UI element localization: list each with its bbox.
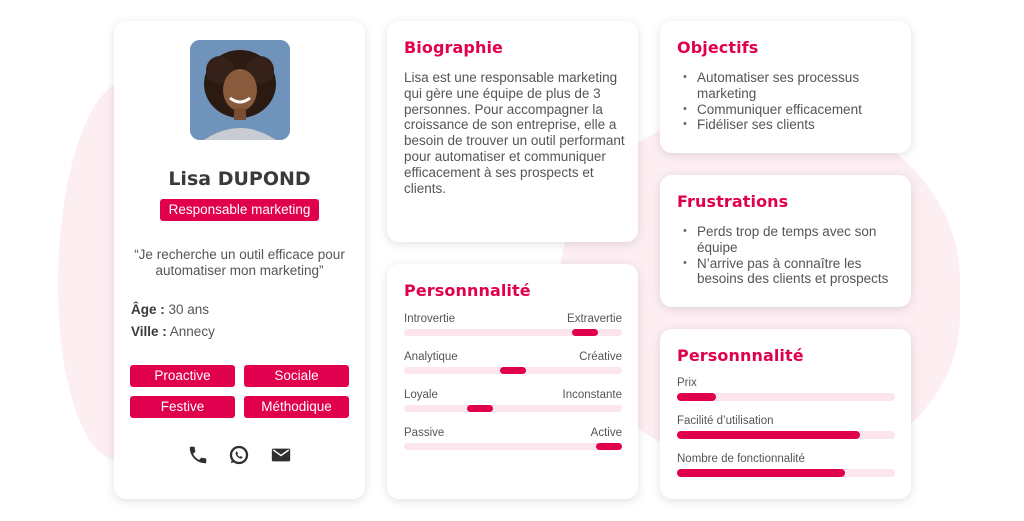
personality-title: Personnnalité [404, 281, 531, 300]
objectives-card [660, 21, 911, 153]
role-badge: Responsable marketing [160, 199, 319, 221]
frustrations-card [660, 175, 911, 307]
age-value: 30 ans [164, 302, 210, 317]
frustrations-list [677, 224, 902, 287]
scale-track [404, 367, 622, 374]
preference-fill [677, 393, 716, 401]
objectives-title: Objectifs [677, 38, 759, 57]
preference-fill [677, 469, 845, 477]
trait-badge-proactive: Proactive [130, 365, 235, 387]
personality-scale [404, 351, 622, 374]
preference-label: Prix [677, 377, 697, 389]
scale-knob [596, 443, 622, 450]
preference-track [677, 393, 895, 401]
scale-labels [404, 351, 622, 363]
preference-track [677, 431, 895, 439]
scale-right-label: Active [590, 427, 622, 439]
age-label: Âge : [131, 302, 165, 317]
preference-track [677, 469, 895, 477]
email-icon[interactable] [270, 444, 292, 466]
preference-bar [677, 415, 895, 439]
scale-right-label: Créative [579, 351, 622, 363]
profile-name: Lisa DUPOND [168, 168, 311, 190]
preference-bar [677, 377, 895, 401]
trait-badge-methodique: Méthodique [244, 396, 349, 418]
preference-label: Facilité d’utilisation [677, 415, 774, 427]
personality-scale [404, 427, 622, 450]
biography-title: Biographie [404, 38, 503, 57]
personality-card [387, 264, 638, 499]
profile-card [114, 21, 365, 499]
scale-knob [500, 367, 526, 374]
avatar-photo [190, 40, 290, 140]
scale-right-label: Inconstante [562, 389, 622, 401]
scale-track [404, 329, 622, 336]
personality-scale [404, 389, 622, 412]
scale-left-label: Introvertie [404, 313, 456, 325]
biography-text: Lisa est une responsable marketing qui gère une équipe de plus de 3 personnes. Pour accompagner la croissance de son entreprise, elle a besoin de trouver un outil performant pour automatiser et communiquer efficacement à ses prospects et clients. [404, 70, 625, 196]
scale-labels [404, 313, 622, 325]
profile-quote: “Je recherche un outil efficace pour automatiser mon marketing” [134, 247, 345, 278]
whatsapp-icon[interactable] [228, 444, 250, 466]
scale-knob [572, 329, 598, 336]
scale-left-label: Passive [404, 427, 445, 439]
personality-scale [404, 313, 622, 336]
preference-label: Nombre de fonctionnalité [677, 453, 805, 465]
city-info [131, 324, 215, 339]
city-value: Annecy [166, 324, 215, 339]
scale-labels [404, 427, 622, 439]
city-label: Ville : [131, 324, 167, 339]
frustration-item: • Perds trop de temps avec son équipe [677, 224, 902, 256]
scale-knob [467, 405, 493, 412]
scale-labels [404, 389, 622, 401]
preferences-card [660, 329, 911, 499]
objectives-list [677, 70, 899, 133]
scale-right-label: Extravertie [567, 313, 622, 325]
trait-badge-festive: Festive [130, 396, 235, 418]
scale-track [404, 443, 622, 450]
trait-badge-sociale: Sociale [244, 365, 349, 387]
scale-left-label: Loyale [404, 389, 438, 401]
avatar [190, 40, 290, 140]
scale-track [404, 405, 622, 412]
preferences-title: Personnnalité [677, 346, 804, 365]
preference-bar [677, 453, 895, 477]
objective-item: • Communiquer efficacement [677, 102, 899, 118]
phone-icon[interactable] [187, 444, 209, 466]
preference-fill [677, 431, 860, 439]
frustration-item: • N’arrive pas à connaître les besoins des clients et prospects [677, 256, 902, 288]
age-info [131, 302, 209, 317]
objective-item: • Automatiser ses processus marketing [677, 70, 899, 102]
frustrations-title: Frustrations [677, 192, 789, 211]
biography-card [387, 21, 638, 242]
objective-item: • Fidéliser ses clients [677, 117, 899, 133]
scale-left-label: Analytique [404, 351, 458, 363]
